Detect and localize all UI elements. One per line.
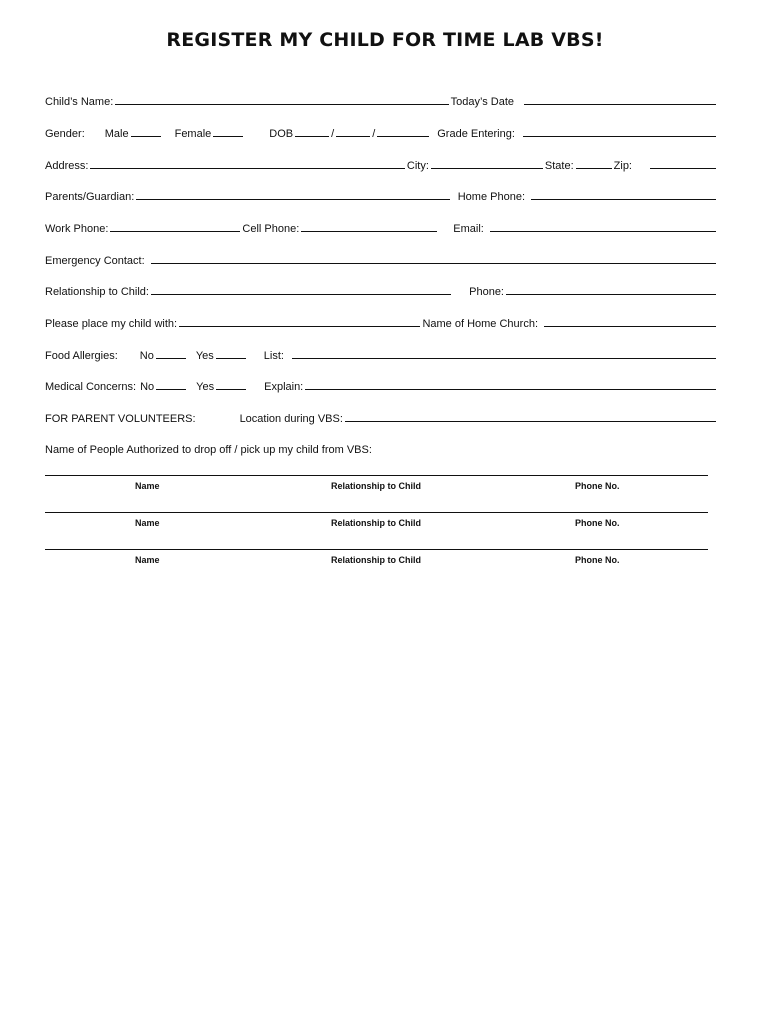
dob-month-field[interactable] xyxy=(295,136,329,137)
dob-separator: / xyxy=(372,128,376,140)
emergency-field[interactable] xyxy=(151,263,716,264)
caption-phone: Phone No. xyxy=(575,481,620,491)
medical-yes-label: Yes xyxy=(196,381,215,393)
relationship-row xyxy=(45,282,718,298)
caption-name: Name xyxy=(135,481,160,491)
work-phone-row xyxy=(45,219,718,235)
parent-volunteers-label: FOR PARENT VOLUNTEERS: xyxy=(45,413,196,425)
work-phone-label: Work Phone: xyxy=(45,223,109,235)
home-phone-label: Home Phone: xyxy=(457,191,525,203)
allergies-list-label: List: xyxy=(263,350,284,362)
gender-row xyxy=(45,124,718,140)
caption-relationship: Relationship to Child xyxy=(331,481,421,491)
medical-yes-field[interactable] xyxy=(216,389,246,390)
grade-label: Grade Entering: xyxy=(437,128,515,140)
address-row xyxy=(45,156,718,172)
caption-relationship: Relationship to Child xyxy=(331,555,421,565)
gender-label: Gender: xyxy=(45,128,85,140)
female-field[interactable] xyxy=(213,136,243,137)
dob-label: DOB xyxy=(269,128,294,140)
location-label: Location during VBS: xyxy=(239,413,343,425)
zip-label: Zip: xyxy=(613,160,632,172)
zip-field[interactable] xyxy=(650,168,716,169)
child-name-field[interactable] xyxy=(115,104,448,105)
authorized-heading: Name of People Authorized to drop off / pick up my child from VBS: xyxy=(45,444,372,456)
caption-phone: Phone No. xyxy=(575,555,620,565)
dob-day-field[interactable] xyxy=(336,136,370,137)
cell-phone-field[interactable] xyxy=(301,231,437,232)
dob-year-field[interactable] xyxy=(377,136,429,137)
medical-label: Medical Concerns: xyxy=(45,381,137,393)
allergies-yes-label: Yes xyxy=(195,350,214,362)
relationship-field[interactable] xyxy=(151,294,451,295)
parents-row xyxy=(45,187,718,203)
city-label: City: xyxy=(406,160,429,172)
place-with-label: Please place my child with: xyxy=(45,318,178,330)
child-name-row xyxy=(45,92,718,108)
allergies-yes-field[interactable] xyxy=(216,358,246,359)
child-name-label: Child’s Name: xyxy=(45,96,114,108)
address-label: Address: xyxy=(45,160,89,172)
parents-label: Parents/Guardian: xyxy=(45,191,135,203)
medical-row xyxy=(45,377,718,393)
state-field[interactable] xyxy=(576,168,612,169)
todays-date-label: Today’s Date xyxy=(450,96,514,108)
male-label: Male xyxy=(104,128,129,140)
allergies-list-field[interactable] xyxy=(292,358,716,359)
dob-separator: / xyxy=(331,128,335,140)
state-label: State: xyxy=(544,160,574,172)
parents-field[interactable] xyxy=(136,199,449,200)
allergies-no-field[interactable] xyxy=(156,358,186,359)
location-field[interactable] xyxy=(345,421,716,422)
food-allergies-row xyxy=(45,346,718,362)
explain-label: Explain: xyxy=(264,381,304,393)
place-with-row xyxy=(45,314,718,330)
female-label: Female xyxy=(174,128,212,140)
phone-field[interactable] xyxy=(506,294,716,295)
authorized-heading-row xyxy=(45,440,718,456)
authorized-line-1[interactable] xyxy=(45,475,708,476)
place-with-field[interactable] xyxy=(179,326,420,327)
caption-phone: Phone No. xyxy=(575,518,620,528)
home-phone-field[interactable] xyxy=(531,199,716,200)
relationship-label: Relationship to Child: xyxy=(45,286,149,298)
home-church-label: Name of Home Church: xyxy=(422,318,538,330)
emergency-label: Emergency Contact: xyxy=(45,255,145,267)
emergency-row xyxy=(45,251,718,267)
medical-no-label: No xyxy=(140,381,155,393)
explain-field[interactable] xyxy=(305,389,716,390)
email-label: Email: xyxy=(453,223,484,235)
caption-name: Name xyxy=(135,518,160,528)
todays-date-field[interactable] xyxy=(524,104,716,105)
allergies-no-label: No xyxy=(139,350,154,362)
cell-phone-label: Cell Phone: xyxy=(242,223,300,235)
caption-relationship: Relationship to Child xyxy=(331,518,421,528)
home-church-field[interactable] xyxy=(544,326,716,327)
form-title: REGISTER MY CHILD FOR TIME LAB VBS! xyxy=(166,29,604,51)
grade-field[interactable] xyxy=(523,136,716,137)
phone-label: Phone: xyxy=(469,286,504,298)
authorized-line-3[interactable] xyxy=(45,549,708,550)
work-phone-field[interactable] xyxy=(110,231,240,232)
caption-name: Name xyxy=(135,555,160,565)
address-field[interactable] xyxy=(90,168,404,169)
medical-no-field[interactable] xyxy=(156,389,186,390)
authorized-line-2[interactable] xyxy=(45,512,708,513)
volunteers-row xyxy=(45,409,718,425)
city-field[interactable] xyxy=(431,168,543,169)
email-field[interactable] xyxy=(490,231,716,232)
food-allergies-label: Food Allergies: xyxy=(45,350,118,362)
male-field[interactable] xyxy=(131,136,161,137)
